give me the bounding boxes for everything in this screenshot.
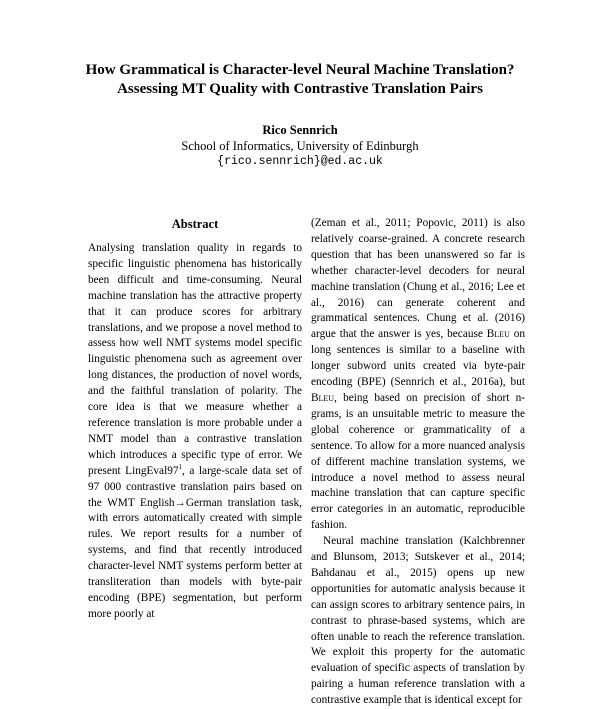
author-email: {rico.sennrich}@ed.ac.uk — [217, 155, 383, 168]
intro-text-c: , being based on precision of short n-grams, is an unsuitable metric to measure the global coherence or grammaticality of a sentence. To allow for a more nuanced analysis of different machine translation systems, we introduce a novel method to assess neural machine translation that can capture specific error categories in an automatic, reproducible fashion. — [311, 391, 525, 532]
abstract-body: Analysing translation quality in regards to specific linguistic phenomena has historically been difficult and time-consuming. Neural machine translation has the attractive property that it can produce scores for arbitrary translations, and we propose a novel method to assess how well NMT systems model specific linguistic phenomena such as agreement over long distances, the production of novel words, and the faithful translation of polarity. The core idea is that we measure whether a reference translation is more probable under a NMT model than a contrastive translation which introduces a specific type of error. We present — [88, 242, 302, 477]
bleu-term: Bleu — [311, 391, 335, 404]
abstract-text — [88, 241, 302, 623]
intro-paragraph-2: Neural machine translation (Kalchbrenner and Blunsom, 2013; Sutskever et al., 2014; Bahdanau et al., 2015) opens up new opportunities for automatic analysis because it can assign scores to arbitrary sentence pairs, in contrast to phrase-based systems, which are often unable to reach the reference translation. We exploit this property for the automatic evaluation of specific aspects of translation by pairing a human reference translation with a contrastive example that is identical except for — [311, 535, 525, 707]
author-affiliation: School of Informatics, University of Edinburgh — [181, 139, 419, 153]
intro-text-b: on long sentences is similar to a baseline with longer subword units created via byte-pair encoding (BPE) (Sennrich et al., 2016a), but — [311, 328, 526, 389]
intro-text-a: (Zeman et al., 2011; Popovic, 2011) is also relatively coarse-grained. A concrete research question that has been unanswered so far is whether character-level decoders for neural machine translation (Chung et al., 2016; Lee et al., 2016) can generate coherent and grammatical sentences. Chung et al. (2016) argue that the answer is yes, because — [311, 217, 525, 341]
paper-title — [40, 61, 560, 99]
title-line-1: How Grammatical is Character-level Neural Machine Translation? — [85, 62, 515, 78]
abstract-heading: Abstract — [171, 217, 219, 231]
author-block — [40, 122, 560, 170]
right-column — [311, 216, 525, 709]
bleu-term: Bleu — [486, 328, 510, 341]
author-name: Rico Sennrich — [262, 123, 338, 137]
intro-paragraph-1 — [311, 216, 525, 534]
left-column — [88, 216, 302, 623]
lingeval-name: LingEval97 — [125, 464, 179, 477]
footnote-mark: 1 — [178, 462, 183, 471]
abstract-body-continued: , a large-scale data set of 97 000 contrastive translation pairs based on the WMT English→German translation task, with errors automatically created with simple rules. We report results for a number of systems, and find that recently introduced character-level NMT systems perform better at transliteration than models with byte-pair encoding (BPE) segmentation, but perform more poorly at — [88, 464, 303, 620]
title-line-2: Assessing MT Quality with Contrastive Translation Pairs — [117, 81, 483, 97]
